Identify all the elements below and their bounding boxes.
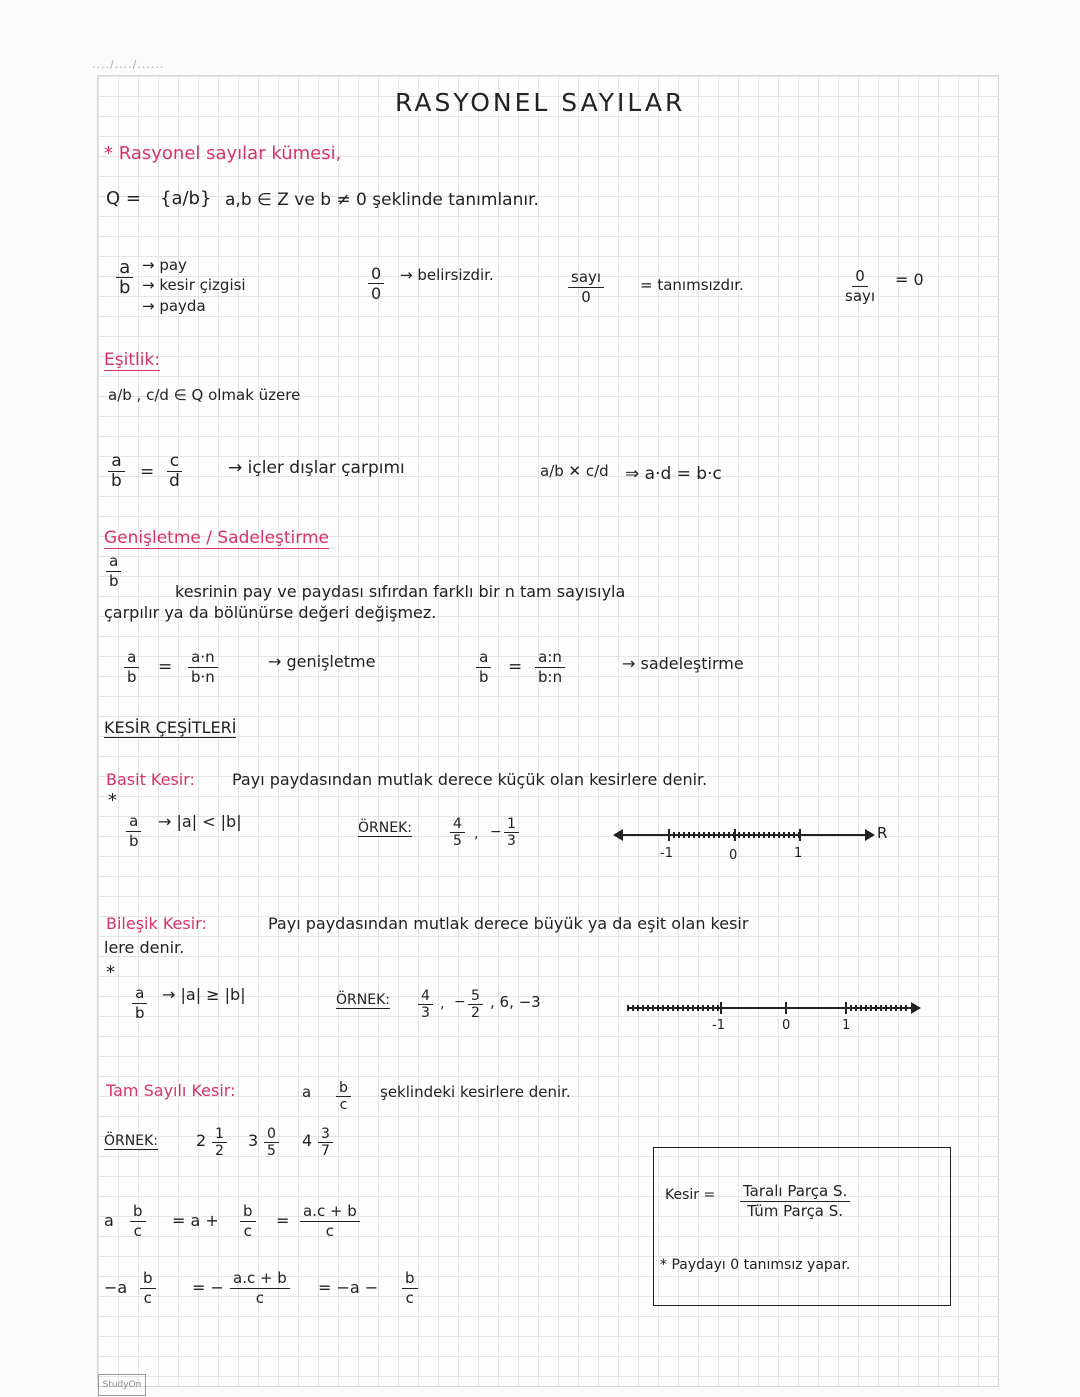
f1-den: c — [133, 1222, 142, 1240]
f1-fraction-3 — [300, 1202, 360, 1241]
sad-rhs — [535, 648, 565, 687]
basit-ex1-den: 5 — [453, 833, 462, 849]
bilesik-axis-one: 1 — [842, 1018, 851, 1033]
set-condition: a,b ∈ Z ve b ≠ 0 şeklinde tanımlanır. — [225, 190, 539, 210]
tam-expr-num: b — [336, 1080, 351, 1097]
tam-ex3-num: 3 — [318, 1126, 333, 1143]
bilesik-axis-minus-one: -1 — [712, 1018, 725, 1033]
tam-ex2-fraction — [264, 1126, 279, 1159]
s-rhs-num: a:n — [535, 648, 565, 668]
bilesik-axis-zero: 0 — [782, 1018, 791, 1033]
tick-minus-one — [720, 1002, 722, 1014]
note-den: Tüm Parça S. — [747, 1202, 844, 1220]
kesir-cizgisi-label: → kesir çizgisi — [142, 276, 246, 294]
tanimsiz-label: = tanımsızdır. — [640, 276, 744, 294]
tam-sayili-label: Tam Sayılı Kesir: — [106, 1081, 236, 1100]
f2-num-2: a.c + b — [230, 1269, 290, 1289]
g-lhs-den: b — [127, 668, 137, 686]
bilesik-desc-1: Payı paydasından mutlak derece büyük ya da eşit olan kesir — [268, 914, 749, 933]
f2-den-3: c — [405, 1289, 414, 1307]
basit-num: a — [126, 812, 141, 832]
g-rhs-den: b·n — [191, 668, 215, 686]
basit-den: b — [129, 832, 139, 850]
basit-axis-one: 1 — [794, 846, 803, 861]
gen-frac-den: b — [109, 572, 119, 590]
tam-ornek: ÖRNEK: — [104, 1133, 158, 1149]
f2-num: b — [140, 1269, 156, 1289]
f2-fraction — [140, 1269, 156, 1308]
esitlik-condition: a/b , c/d ∈ Q olmak üzere — [108, 386, 301, 404]
f2-den: c — [143, 1289, 152, 1307]
bilesik-ex1-num: 4 — [418, 988, 433, 1005]
belirsiz-label: → belirsizdir. — [400, 266, 494, 284]
basit-fraction — [126, 812, 142, 851]
tick-zero — [785, 1002, 787, 1014]
lhs-den: b — [111, 471, 122, 491]
tam-ex1-num: 1 — [212, 1126, 227, 1143]
esitlik-heading: Eşitlik: — [104, 350, 161, 370]
f1-num-3: a.c + b — [300, 1202, 360, 1222]
basit-label: Basit Kesir: — [106, 770, 195, 789]
bilesik-desc-2: lere denir. — [104, 938, 185, 957]
f1-fraction-2 — [240, 1202, 256, 1241]
arrow-right-icon — [911, 1002, 921, 1014]
zn-num: 0 — [852, 267, 868, 287]
f1-eq: = a + — [172, 1211, 219, 1230]
bilesik-ex1 — [418, 988, 433, 1021]
intro-line: * Rasyonel sayılar kümesi, — [104, 143, 342, 164]
nz-den: 0 — [581, 288, 591, 306]
s-lhs-den: b — [479, 668, 489, 686]
bilesik-ex2 — [468, 988, 483, 1021]
f1-eq-2: = — [276, 1211, 290, 1230]
note-kesir-label: Kesir = — [665, 1187, 716, 1203]
basit-ex1 — [450, 816, 465, 849]
basit-ex2 — [504, 816, 519, 849]
basit-ex2-den: 3 — [507, 833, 516, 849]
bilesik-number-line — [627, 1007, 919, 1009]
tam-ex1-den: 2 — [215, 1143, 224, 1159]
basit-axis-zero: 0 — [729, 848, 738, 863]
f1-den-3: c — [325, 1222, 335, 1240]
rhs-num: c — [167, 452, 182, 472]
f1-num: b — [130, 1202, 146, 1222]
icler-dislar-label: → içler dışlar çarpımı — [228, 458, 405, 478]
payda-label: → payda — [142, 297, 206, 315]
f1-fraction — [130, 1202, 146, 1241]
basit-axis-r: R — [877, 824, 888, 842]
basit-ex-comma: , — [474, 826, 479, 842]
bilesik-ex-minus: − — [454, 994, 466, 1010]
tam-ex1-fraction — [212, 1126, 227, 1159]
bilesik-ex2-num: 5 — [468, 988, 483, 1005]
date-field: ..../..../...... — [92, 58, 165, 71]
sad-label: → sadeleştirme — [622, 654, 744, 673]
tam-expr-fraction — [336, 1080, 351, 1113]
gen-desc-2: çarpılır ya da bölünürse değeri değişmez. — [104, 603, 437, 622]
gen-frac-num: a — [106, 552, 121, 572]
zz-den: 0 — [371, 284, 382, 303]
bilesik-fraction — [132, 984, 148, 1023]
bilesik-ex-comma: , — [440, 996, 445, 1012]
s-rhs-den: b:n — [538, 668, 563, 686]
basit-shaded-interval — [668, 832, 799, 838]
gen-eq: = — [158, 657, 173, 677]
f1-den-2: c — [243, 1222, 252, 1240]
g-rhs-num: a·n — [188, 648, 217, 668]
lhs-num: a — [108, 452, 124, 472]
tam-ex3-fraction — [318, 1126, 333, 1159]
page-title: RASYONEL SAYILAR — [395, 88, 686, 117]
brand-logo: StudyOn — [98, 1374, 146, 1396]
zn-den: sayı — [845, 287, 876, 305]
basit-rule: → |a| < |b| — [158, 812, 242, 831]
esitlik-eq: = — [140, 462, 155, 482]
g-lhs-num: a — [124, 648, 139, 668]
f2-fraction-2 — [230, 1269, 290, 1308]
cross-multiply: a/b ✕ c/d — [540, 462, 609, 480]
q-symbol: Q = — [106, 188, 141, 209]
gen-fraction — [106, 552, 122, 591]
tam-expr-whole: a — [302, 1083, 312, 1101]
esitlik-lhs — [108, 452, 125, 491]
esitlik-rhs — [166, 452, 183, 491]
sad-eq: = — [508, 657, 523, 677]
ab-numerator: a — [116, 258, 133, 278]
f2-num-3: b — [402, 1269, 418, 1289]
genisletme-heading: Genişletme / Sadeleştirme — [104, 528, 329, 548]
note-footer: * Paydayı 0 tanımsız yapar. — [660, 1257, 851, 1273]
tam-ex3-den: 7 — [321, 1143, 330, 1159]
bilesik-shaded-right — [845, 1005, 909, 1011]
bilesik-rule: → |a| ≥ |b| — [162, 985, 246, 1004]
ab-denominator: b — [119, 277, 131, 298]
basit-star: * — [108, 790, 117, 811]
bilesik-label: Bileşik Kesir: — [106, 914, 207, 933]
s-lhs-num: a — [476, 648, 491, 668]
tam-ex2-num: 0 — [264, 1126, 279, 1143]
arrow-left-icon — [613, 829, 623, 841]
bilesik-shaded-left — [627, 1005, 720, 1011]
bilesik-ex-rest: , 6, −3 — [490, 993, 541, 1011]
set-expression: {a/b} — [160, 188, 212, 209]
f2-eq: = − — [192, 1278, 224, 1297]
f1-num-2: b — [240, 1202, 256, 1222]
note-fraction — [740, 1182, 850, 1221]
bilesik-den: b — [135, 1004, 145, 1022]
tam-desc: şeklindeki kesirlere denir. — [380, 1083, 571, 1101]
ab-fraction — [116, 258, 133, 297]
rhs-den: d — [169, 471, 180, 491]
basit-ex1-num: 4 — [450, 816, 465, 833]
basit-number-line — [615, 834, 873, 836]
basit-ornek: ÖRNEK: — [358, 820, 412, 836]
kesir-cesitleri-heading: KESİR ÇEŞİTLERİ — [104, 718, 237, 737]
arrow-right-icon — [865, 829, 875, 841]
zero-over-number — [842, 267, 878, 306]
tam-ex3-whole: 4 — [302, 1131, 313, 1150]
bilesik-ex2-den: 2 — [471, 1005, 480, 1021]
bilesik-ex1-den: 3 — [421, 1005, 430, 1021]
basit-ex2-num: 1 — [504, 816, 519, 833]
bilesik-num: a — [132, 984, 147, 1004]
note-num: Taralı Parça S. — [740, 1182, 850, 1202]
tam-expr-den: c — [339, 1097, 348, 1113]
zero-over-zero — [368, 264, 384, 303]
tick-one — [799, 829, 801, 841]
tam-ex2-den: 5 — [267, 1143, 276, 1159]
gen-lhs — [124, 648, 140, 687]
zz-num: 0 — [368, 264, 384, 284]
f2-eq-2: = −a − — [318, 1278, 379, 1297]
f2-whole: −a — [104, 1278, 128, 1297]
bilesik-ornek: ÖRNEK: — [336, 992, 390, 1008]
gen-rhs — [188, 648, 218, 687]
cross-result: ⇒ a·d = b·c — [625, 464, 722, 484]
f2-fraction-3 — [402, 1269, 418, 1308]
f2-den-2: c — [255, 1289, 265, 1307]
gen-label: → genişletme — [268, 652, 376, 671]
bilesik-star: * — [106, 962, 115, 983]
tam-ex2-whole: 3 — [248, 1131, 259, 1150]
gen-desc-1: kesrinin pay ve paydası sıfırdan farklı bir n tam sayısıyla — [175, 582, 626, 601]
basit-axis-minus-one: -1 — [660, 846, 673, 861]
basit-desc: Payı paydasından mutlak derece küçük olan kesirlere denir. — [232, 770, 708, 789]
pay-label: → pay — [142, 256, 187, 274]
note-box — [653, 1147, 951, 1306]
zero-result: = 0 — [895, 270, 924, 289]
f1-whole: a — [104, 1211, 114, 1230]
tam-ex1-whole: 2 — [196, 1131, 207, 1150]
basit-ex-minus: − — [490, 824, 502, 840]
nz-num: sayı — [568, 268, 604, 288]
sad-lhs — [476, 648, 492, 687]
number-over-zero — [568, 268, 604, 307]
